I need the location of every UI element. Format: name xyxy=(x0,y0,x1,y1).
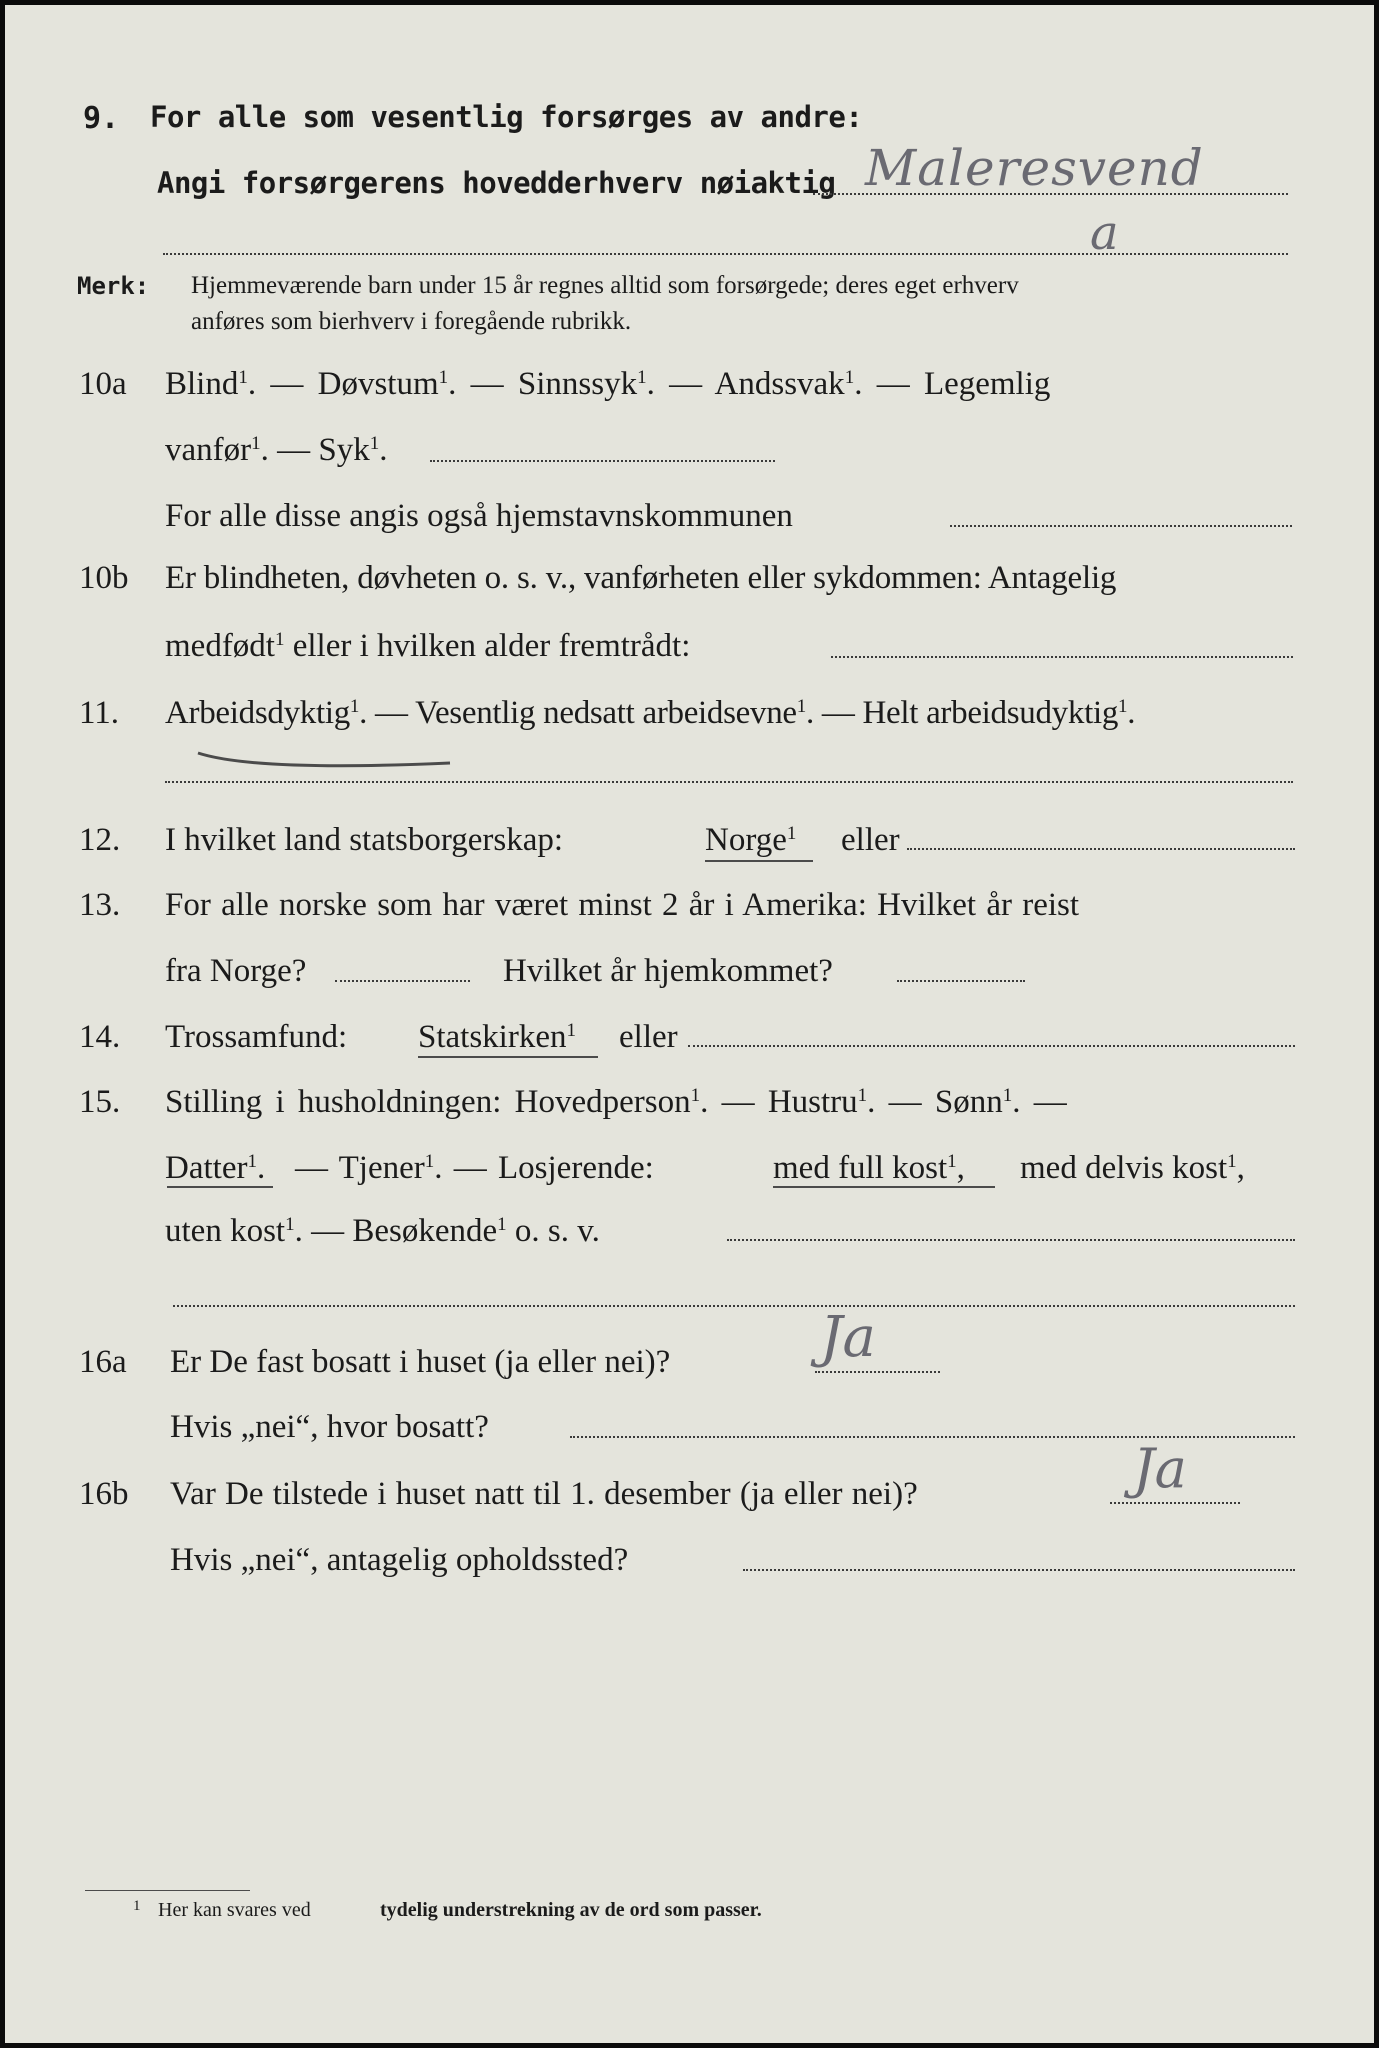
q16b-answer-line xyxy=(1110,1502,1240,1504)
q13-hjemkommet: Hvilket år hjemkommet? xyxy=(503,953,833,989)
q16b-handwritten-answer: Ja xyxy=(1133,1437,1187,1500)
q16a-answer-line xyxy=(815,1371,940,1373)
q15-answer-line-2 xyxy=(173,1305,1295,1307)
q15-delvis-kost: med delvis kost$^1$, xyxy=(1020,1150,1245,1186)
q9-handwritten-answer: Maleresvend xyxy=(865,139,1204,197)
q14-statskirken-option: Statskirken$^1$ xyxy=(418,1019,576,1055)
merk-text-1: Hjemmeværende barn under 15 år regnes alltid som forsørgede; deres eget erhverv xyxy=(191,272,1019,299)
q12-question: I hvilket land statsborgerskap: xyxy=(165,822,564,858)
footnote-text-b: tydelig understrekning av de ord som passer. xyxy=(380,1899,762,1921)
q13-line-1: For alle norske som har været minst 2 år i Amerika: Hvilket år reist xyxy=(165,887,1080,923)
q10b-number: 10b xyxy=(79,560,129,596)
q14-eller: eller xyxy=(619,1019,678,1055)
q12-answer-line xyxy=(907,848,1295,850)
q9-question: For alle som vesentlig forsørges av andre: xyxy=(150,100,863,134)
q13-reist-line xyxy=(335,980,470,982)
q15-datter-option: Datter$^1$. xyxy=(165,1150,266,1186)
q15-line-1: Stilling i husholdningen: Hovedperson$^1$. — Hustru$^1$. — Sønn$^1$. — xyxy=(165,1084,1067,1120)
q10b-line-1: Er blindheten, døvheten o. s. v., vanførheten eller sykdommen: Antagelig xyxy=(165,560,1117,596)
q10b-line-2: medfødt$^1$ eller i hvilken alder fremtrådt: xyxy=(165,628,691,664)
q10a-number: 10a xyxy=(79,366,127,402)
q13-hjemkommet-line xyxy=(897,980,1025,982)
q14-question: Trossamfund: xyxy=(165,1019,348,1055)
q11-line-1: Arbeidsdyktig$^1$. — Vesentlig nedsatt arbeidsevne$^1$. — Helt arbeidsudyktig$^1$. xyxy=(165,695,1136,731)
q16b-opholdssted-line xyxy=(743,1569,1295,1571)
merk-label: Merk: xyxy=(77,272,150,300)
q13-number: 13. xyxy=(79,887,121,923)
q9-instruction: Angi forsørgerens hovedderhverv nøiaktig xyxy=(157,166,836,200)
q10a-line-2: vanfør$^1$. — Syk$^1$. xyxy=(165,432,388,468)
q12-norge-underline xyxy=(705,860,813,862)
q10a-line-3: For alle disse angis også hjemstavnskommunen xyxy=(165,498,793,534)
q13-fra-norge: fra Norge? xyxy=(165,953,307,989)
merk-text-2: anføres som bierhverv i foregående rubrikk. xyxy=(191,308,632,335)
q16b-number: 16b xyxy=(79,1476,129,1512)
q16a-handwritten-answer: Ja xyxy=(820,1305,876,1370)
q11-number: 11. xyxy=(79,695,120,731)
q9-number: 9. xyxy=(83,101,120,136)
q16b-line-2: Hvis „nei“, antagelig opholdssted? xyxy=(170,1542,629,1578)
q16a-number: 16a xyxy=(79,1344,127,1380)
q9-handwritten-answer-2: a xyxy=(1090,205,1119,261)
footnote-mark: 1 xyxy=(133,1898,141,1914)
q16b-line-1: Var De tilstede i huset natt til 1. desember (ja eller nei)? xyxy=(170,1476,918,1512)
q15-line-3: uten kost$^1$. — Besøkende$^1$ o. s. v. xyxy=(165,1213,600,1249)
q10b-answer-line xyxy=(831,656,1293,658)
q10a-answer-line xyxy=(430,460,775,462)
q16a-line-2: Hvis „nei“, hvor bosatt? xyxy=(170,1409,489,1445)
q10a-hjemstavn-line xyxy=(950,525,1292,527)
q12-number: 12. xyxy=(79,822,121,858)
q9-answer-line-2 xyxy=(163,253,1288,255)
q16a-line-1: Er De fast bosatt i huset (ja eller nei)? xyxy=(170,1344,671,1380)
q14-number: 14. xyxy=(79,1019,121,1055)
q11-arbeidsdyktig-underline xyxy=(195,745,455,773)
footnote-rule xyxy=(85,1890,250,1891)
q15-answer-line xyxy=(727,1239,1295,1241)
q11-answer-line xyxy=(165,781,1293,783)
footnote-text-a: Her kan svares ved xyxy=(158,1899,311,1921)
q15-line-2: — Tjener$^1$. — Losjerende: xyxy=(295,1150,654,1186)
q14-statskirken-underline xyxy=(418,1056,598,1058)
q15-full-kost-option: med full kost$^1$, xyxy=(773,1150,965,1186)
q15-number: 15. xyxy=(79,1084,121,1120)
q15-datter-underline xyxy=(167,1186,273,1188)
q10a-line-1: Blind$^1$. — Døvstum$^1$. — Sinnssyk$^1$. — Andssvak$^1$. — Legemlig xyxy=(165,366,1051,402)
form-page xyxy=(5,5,1374,2043)
q12-eller: eller xyxy=(841,822,900,858)
q14-answer-line xyxy=(688,1045,1295,1047)
q15-full-kost-underline xyxy=(773,1186,995,1188)
q12-norge-option: Norge$^1$ xyxy=(705,822,797,858)
